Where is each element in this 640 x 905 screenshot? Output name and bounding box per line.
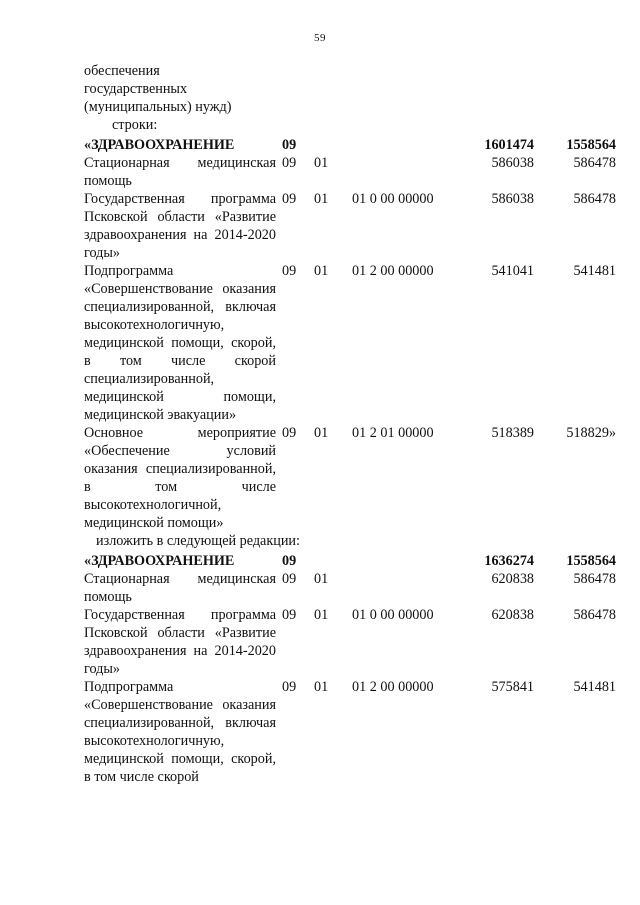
row-value-1: 586038 <box>491 191 534 207</box>
page-number: 59 <box>314 32 326 44</box>
row-podrazdel: 01 <box>314 679 329 695</box>
table-row <box>84 134 616 154</box>
row-value-2: 1558564 <box>566 553 616 569</box>
budget-table-original <box>84 134 616 532</box>
row-value-1: 541041 <box>491 263 534 279</box>
row-value-1: 620838 <box>491 571 534 587</box>
row-value-2: 541481 <box>573 263 616 279</box>
table-row <box>84 262 616 424</box>
row-podrazdel: 01 <box>314 571 329 587</box>
row-value-1: 575841 <box>491 679 534 695</box>
transition-text: изложить в следующей редакции: <box>96 533 300 549</box>
row-name: Подпрограмма «Совершенствование оказания специализированной, включая высокотехнологичную, медицинской помощи, скорой, в том числе скорой <box>84 679 276 785</box>
table-row <box>84 570 616 606</box>
row-podrazdel: 01 <box>314 425 329 441</box>
row-razdel: 09 <box>282 553 297 569</box>
table-row <box>84 606 616 678</box>
row-podrazdel: 01 <box>314 263 329 279</box>
row-podrazdel <box>312 550 350 570</box>
table-row <box>84 154 616 190</box>
document-body <box>84 62 624 786</box>
row-name: Государственная программа Псковской области «Развитие здравоохранения на 2014-2020 годы» <box>84 191 276 261</box>
row-razdel: 09 <box>282 191 297 207</box>
row-razdel: 09 <box>282 263 297 279</box>
row-csr <box>350 570 468 606</box>
row-csr <box>350 550 468 570</box>
table-row <box>84 550 616 570</box>
row-podrazdel: 01 <box>314 607 329 623</box>
row-value-2: 586478 <box>573 571 616 587</box>
row-value-2: 518829» <box>566 425 616 441</box>
row-podrazdel: 01 <box>314 191 329 207</box>
row-name: Стационарная медицинская помощь <box>84 155 276 189</box>
row-value-2: 586478 <box>573 607 616 623</box>
row-podrazdel: 01 <box>314 155 329 171</box>
row-name: Основное мероприятие «Обеспечение условий оказания специализированной, в том числе высокотехнологичной, медицинской помощи» <box>84 425 276 531</box>
row-name: «ЗДРАВООХРАНЕНИЕ <box>84 553 235 569</box>
intro-line: государственных <box>84 81 188 97</box>
table-row <box>84 678 616 786</box>
table-row <box>84 424 616 532</box>
row-csr: 01 0 00 00000 <box>352 607 434 623</box>
row-csr: 01 2 00 00000 <box>352 263 434 279</box>
row-name: Стационарная медицинская помощь <box>84 571 276 605</box>
row-razdel: 09 <box>282 679 297 695</box>
row-value-2: 541481 <box>573 679 616 695</box>
row-csr: 01 0 00 00000 <box>352 191 434 207</box>
lead-in-text: строки: <box>112 117 158 133</box>
budget-table-revised <box>84 550 616 786</box>
row-csr: 01 2 00 00000 <box>352 679 434 695</box>
row-value-1: 518389 <box>491 425 534 441</box>
intro-line: обеспечения <box>84 63 160 79</box>
row-csr <box>350 134 468 154</box>
row-value-1: 620838 <box>491 607 534 623</box>
table-row <box>84 190 616 262</box>
row-value-1: 586038 <box>491 155 534 171</box>
row-value-2: 586478 <box>573 191 616 207</box>
row-value-2: 586478 <box>573 155 616 171</box>
row-razdel: 09 <box>282 571 297 587</box>
row-csr <box>350 154 468 190</box>
intro-line: (муниципальных) нужд) <box>84 99 232 115</box>
row-value-1: 1636274 <box>484 553 534 569</box>
row-value-1: 1601474 <box>484 137 534 153</box>
row-name: Подпрограмма «Совершенствование оказания специализированной, включая высокотехнологичную, медицинской помощи, скорой, в том числе скорой специализированной, медицинской помощи, медицинской эвакуации» <box>84 263 276 423</box>
row-razdel: 09 <box>282 155 297 171</box>
row-podrazdel <box>312 134 350 154</box>
row-value-2: 1558564 <box>566 137 616 153</box>
row-csr: 01 2 01 00000 <box>352 425 434 441</box>
row-name: «ЗДРАВООХРАНЕНИЕ <box>84 137 235 153</box>
row-name: Государственная программа Псковской области «Развитие здравоохранения на 2014-2020 годы» <box>84 607 276 677</box>
row-razdel: 09 <box>282 607 297 623</box>
row-razdel: 09 <box>282 137 297 153</box>
row-razdel: 09 <box>282 425 297 441</box>
